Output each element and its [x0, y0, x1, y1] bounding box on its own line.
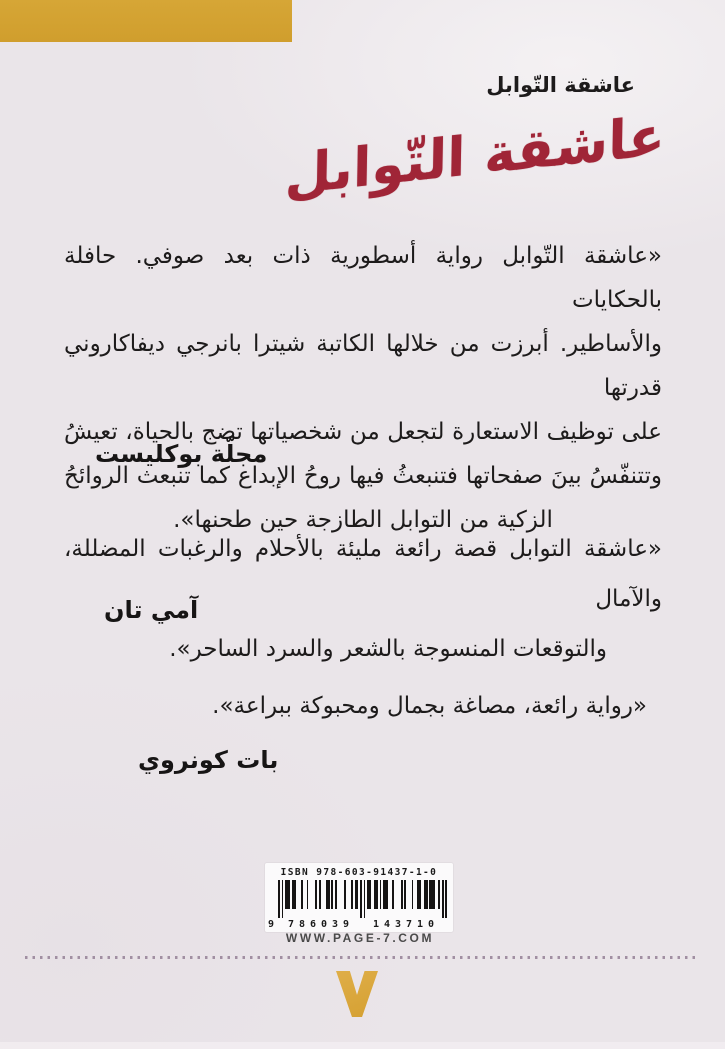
barcode-digit-left: 9 [268, 919, 275, 930]
barcode-bars [278, 880, 448, 918]
book-title-calligraphy: عاشقة التّوابل [283, 103, 666, 208]
dotted-divider [25, 956, 700, 959]
quote-line: على توظيف الاستعارة لتجعل من شخصياتها تضج بالحياة، تعيشُ [64, 419, 662, 445]
cover-bottom-edge [0, 1042, 725, 1049]
quote-attribution-pat-conroy: بات كونروي [138, 746, 279, 774]
quote-line: وتتنفّسُ بينَ صفحاتها فتنبعثُ فيها روحُ الإبداع كما تنبعث الروائحُ [64, 463, 662, 489]
quote-line: والتوقعات المنسوجة بالشعر والسرد الساحر». [169, 636, 607, 662]
chevron-down-icon [336, 971, 378, 1017]
quote-line: والأساطير. أبرزت من خلالها الكاتبة شيترا بانرجي ديفاكاروني قدرتها [64, 331, 662, 401]
book-title-small: عاشقة التّوابل [486, 73, 635, 97]
quote-line: «رواية رائعة، مصاغة بجمال ومحبوكة ببراعة». [212, 693, 647, 719]
review-quote-booklist [64, 234, 662, 542]
quote-line: «عاشقة التوابل قصة رائعة مليئة بالأحلام والرغبات المضللة، والآمال [64, 536, 662, 612]
yellow-corner-block [0, 0, 292, 42]
barcode-digits-group2: 143710 [372, 919, 440, 930]
quote-attribution-amy-tan: آمي تان [104, 596, 199, 624]
barcode [265, 863, 453, 932]
barcode-digits-group1: 786039 [287, 919, 355, 930]
quote-attribution-booklist: مجلّة بوكليست [95, 440, 268, 468]
quote-line: الزكية من التوابل الطازجة حين طحنها». [173, 507, 553, 533]
barcode-digits [265, 918, 453, 930]
quote-line: «عاشقة التّوابل رواية أسطورية ذات بعد صوفي. حافلة بالحكايات [64, 243, 662, 313]
publisher-website: WWW.PAGE-7.COM [285, 931, 435, 945]
review-quote-pat-conroy [64, 686, 662, 726]
isbn-label: ISBN 978-603-91437-1-0 [280, 867, 438, 878]
